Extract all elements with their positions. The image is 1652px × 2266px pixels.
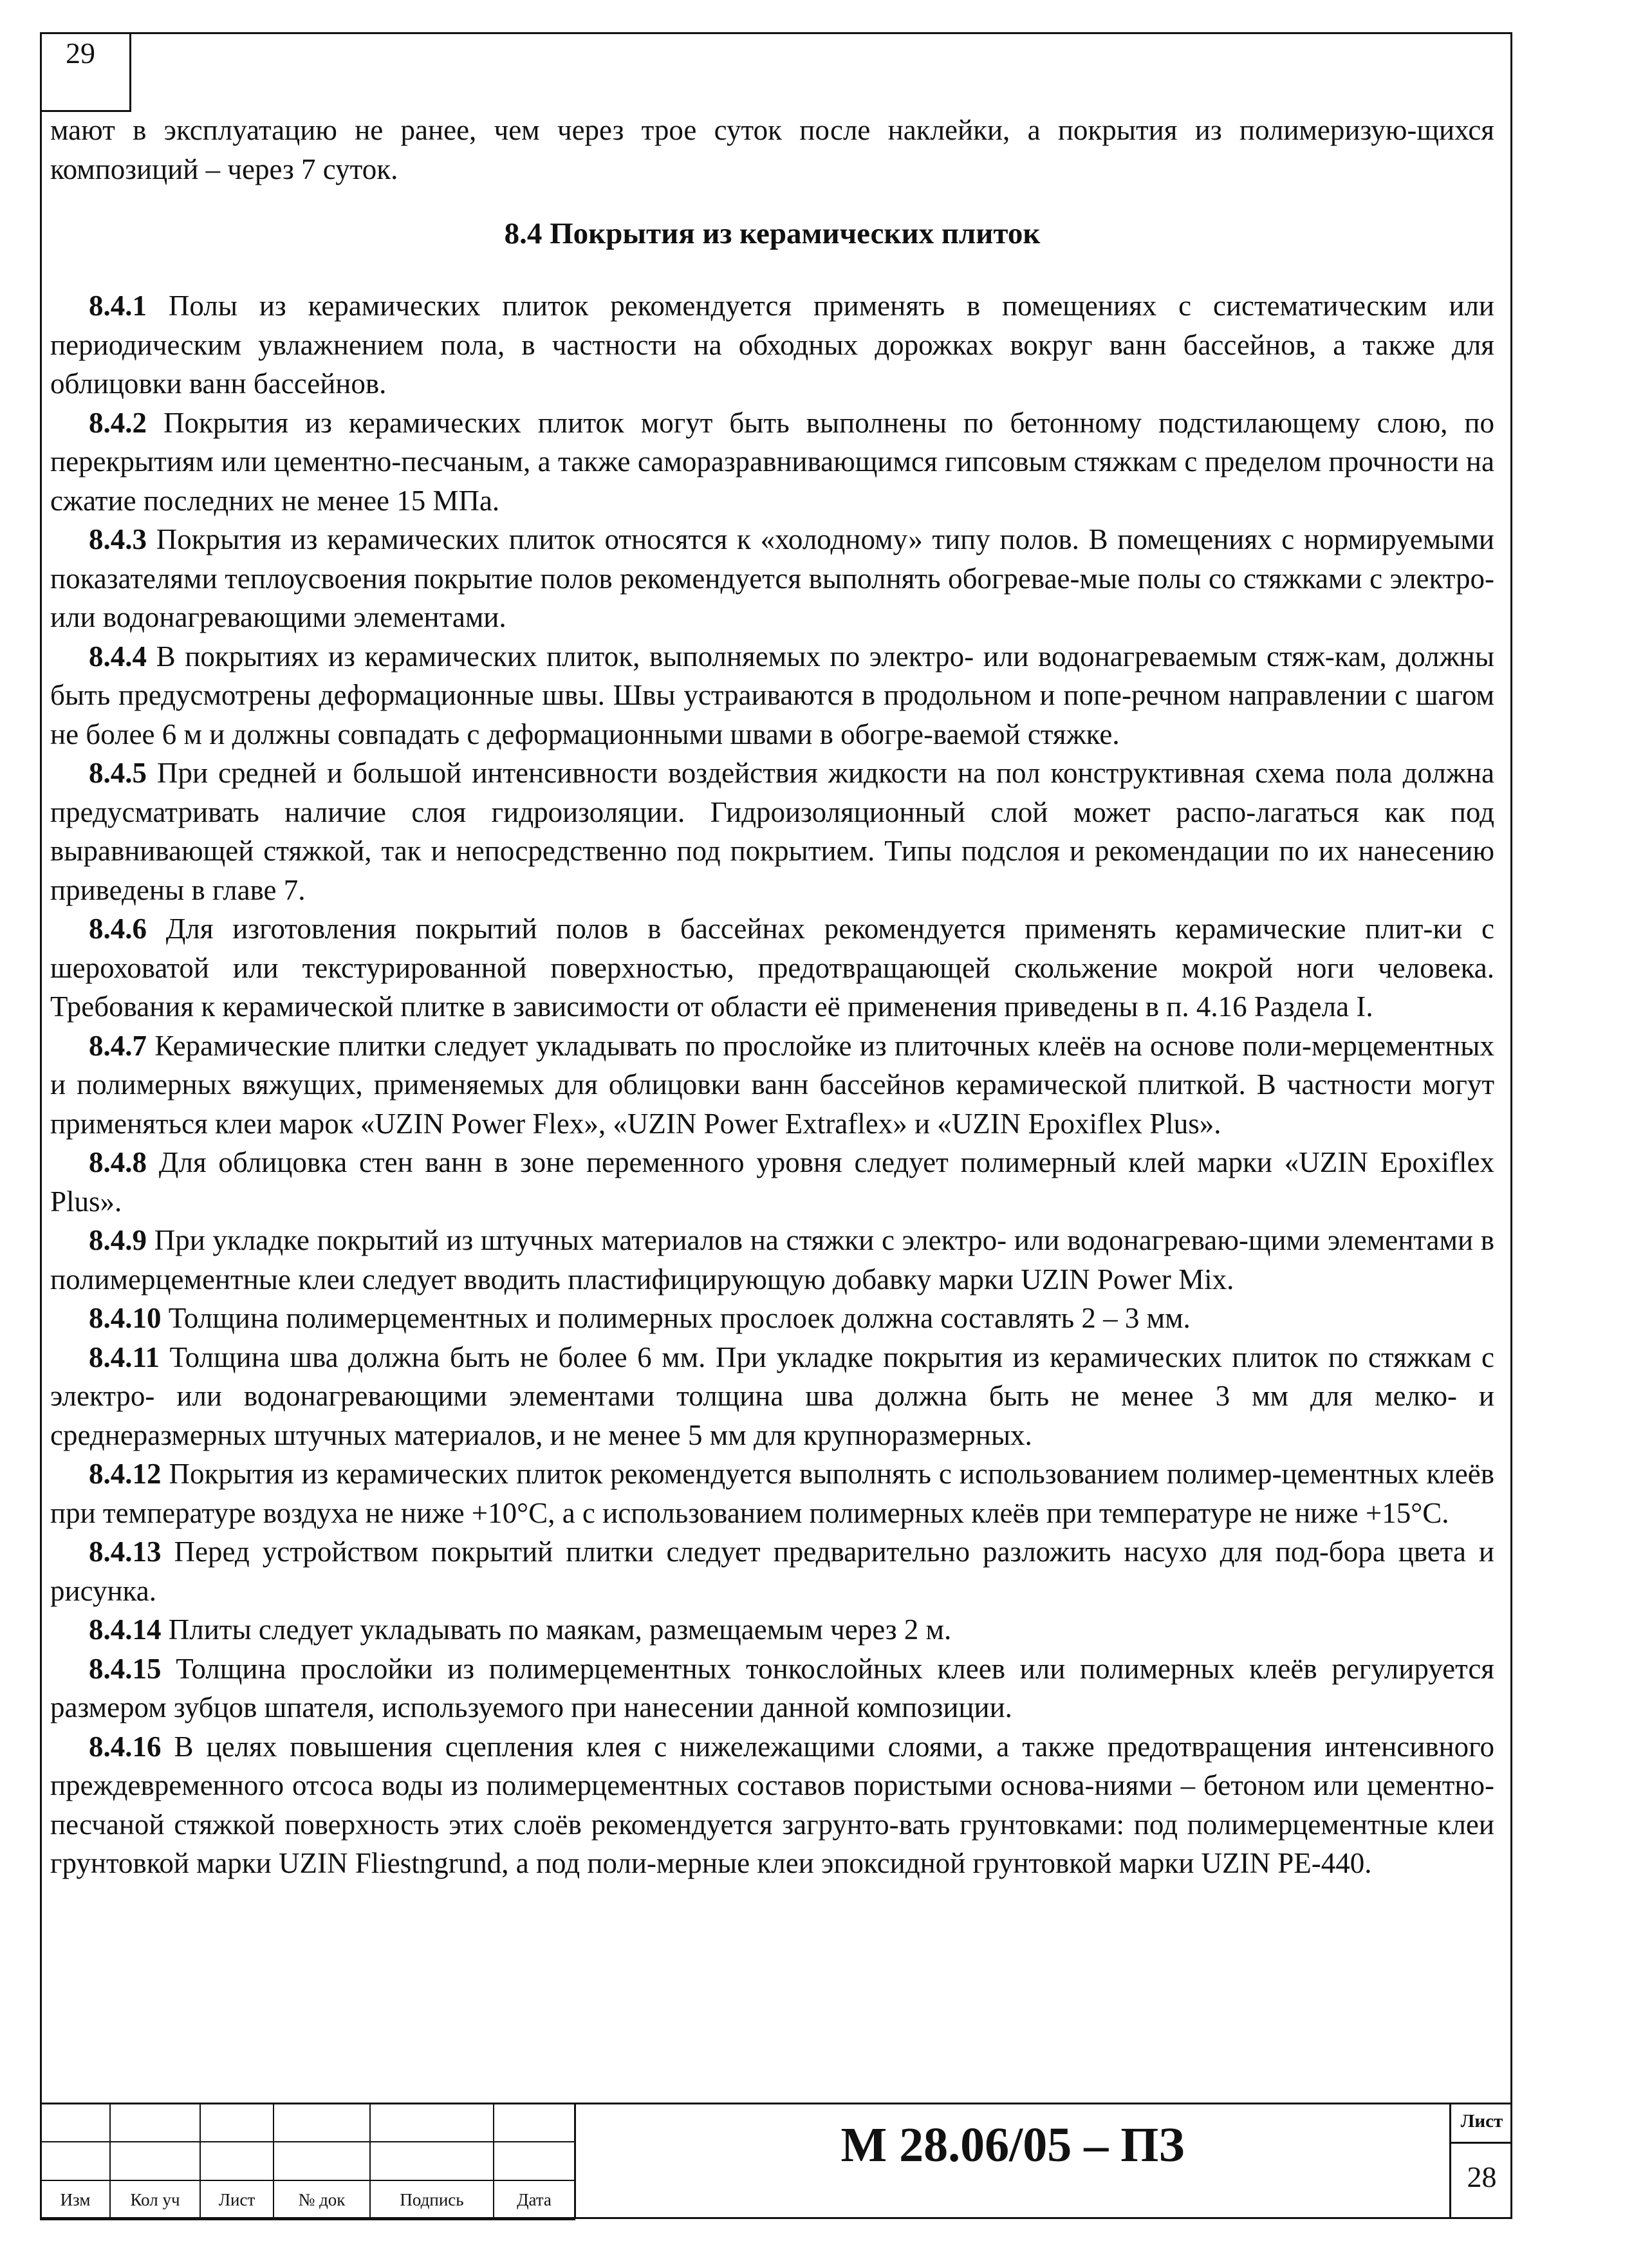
clause-number: 8.4.10 [89,1302,162,1334]
clause-text: Толщина шва должна быть не более 6 мм. При укладке покрытия из керамических плиток по стяжкам с электро- или водонагревающими элементами толщина шва должна быть не менее 3 мм для мелко- и среднеразмерных штучных материалов, и не менее 5 мм для крупноразмерных. [50,1341,1494,1451]
paragraph [50,404,1494,521]
clause-number: 8.4.12 [89,1458,162,1490]
clause-number: 8.4.7 [89,1029,147,1062]
column-header: Изм [41,2180,110,2220]
paragraph [50,1727,1494,1883]
clause-number: 8.4.6 [89,913,147,945]
paragraph [50,637,1494,754]
paragraph [50,1338,1494,1455]
page-number: 29 [40,32,131,112]
column-header: Дата [494,2180,575,2220]
clause-text: Толщина полимерцементных и полимерных прослоек должна составлять 2 – 3 мм. [161,1302,1191,1334]
column-header: Кол уч [110,2180,200,2220]
intro-text: мают в эксплуатацию не ранее, чем через трое суток после наклейки, а покрытия из полимеризую-щихся композиций – через 7 суток. [50,114,1494,185]
clause-number: 8.4.16 [89,1730,162,1763]
paragraph [50,1026,1494,1144]
revision-row [41,2142,575,2180]
clause-text: В целях повышения сцепления клея с нижележащими слоями, а также предотвращения интенсивного преждевременного отсоса воды из полимерцементных составов пористыми основа-ниями – бетоном или цементно-песчаной стяжкой поверхность этих слоёв рекомендуется загрунто-вать грунтовками: под полимерцементные клеи грунтовкой марки UZIN Fliestngrund, а под поли-мерные клеи эпоксидной грунтовкой марки UZIN PE-440. [50,1730,1494,1879]
revision-table [40,2103,575,2220]
clause-number: 8.4.14 [89,1613,162,1646]
clause-text: Керамические плитки следует укладывать по прослойке из плиточных клеёв на основе поли-мерцементных и полимерных вяжущих, применяемых для облицовки ванн бассейнов керамической плиткой. В частности могут применяться клеи марок «UZIN Power Flex», «UZIN Power Extraflex» и «UZIN Epoxiflex Plus». [50,1029,1494,1140]
document-body [50,111,1494,1883]
clause-text: Толщина прослойки из полимерцементных тонкослойных клеев или полимерных клеёв регулируется размером зубцов шпателя, используемого при нанесении данной композиции. [50,1652,1494,1723]
paragraph [50,1454,1494,1532]
column-header: Подпись [370,2180,494,2220]
column-header: № док [274,2180,370,2220]
revision-row [41,2103,575,2142]
clause-number: 8.4.1 [89,290,147,322]
clause-number: 8.4.11 [89,1341,160,1373]
paragraph [50,909,1494,1026]
clause-number: 8.4.5 [89,757,147,789]
paragraph [50,1299,1494,1338]
paragraph [50,1532,1494,1610]
section-title: 8.4 Покрытия из керамических плиток [504,217,1041,250]
title-block [40,2103,1512,2219]
paragraph [50,286,1494,404]
paragraph [50,1143,1494,1221]
clause-number: 8.4.4 [89,640,147,673]
paragraph [50,1221,1494,1299]
document-designation: М 28.06/05 – ПЗ [574,2103,1449,2219]
clause-text: При укладке покрытий из штучных материалов на стяжки с электро- или водонагреваю-щими элементами в полимерцементные клеи следует вводить пластифицирующую добавку марки UZIN Power Mix. [50,1224,1494,1296]
clause-number: 8.4.2 [89,406,147,439]
paragraph [50,1649,1494,1727]
paragraph [50,520,1494,637]
clause-number: 8.4.9 [89,1224,147,1256]
sheet-box [1449,2103,1512,2219]
clause-text: Покрытия из керамических плиток могут быть выполнены по бетонному подстилающему слою, по перекрытиям или цементно-песчаным, а также саморазравнивающимся гипсовым стяжкам с пределом прочности на сжатие последних не менее 15 МПа. [50,406,1494,517]
clause-text: Полы из керамических плиток рекомендуется применять в помещениях с систематическим или периодическим увлажнением пола, в частности на обходных дорожках вокруг ванн бассейнов, а также для облицовки ванн бассейнов. [50,290,1494,400]
sheet-number: 28 [1467,2160,1497,2193]
clause-number: 8.4.13 [89,1536,162,1568]
column-header: Лист [200,2180,274,2220]
paragraph [50,754,1494,909]
clause-number: 8.4.3 [89,523,147,555]
clause-text: При средней и большой интенсивности воздействия жидкости на пол конструктивная схема пола должна предусматривать наличие слоя гидроизоляции. Гидроизоляционный слой может распо-лагаться как под выравнивающей стяжкой, так и непосредственно под покрытием. Типы подслоя и рекомендации по их нанесению приведены в главе 7. [50,757,1494,906]
clause-text: Для изготовления покрытий полов в бассейнах рекомендуется применять керамические плит-ки с шероховатой или текстурированной поверхностью, предотвращающей скольжение мокрой ноги человека. Требования к керамической плитке в зависимости от области её применения приведены в п. 4.16 Раздела I. [50,913,1494,1023]
clause-text: Покрытия из керамических плиток относятся к «холодному» типу полов. В помещениях с нормируемыми показателями теплоусвоения покрытие полов рекомендуется выполнять обогревае-мые полы со стяжками с электро- или водонагревающими элементами. [50,523,1494,633]
clause-text: Для облицовка стен ванн в зоне переменного уровня следует полимерный клей марки «UZIN Epoxiflex Plus». [50,1146,1494,1218]
clause-text: Плиты следует укладывать по маякам, размещаемым через 2 м. [161,1613,952,1646]
clause-number: 8.4.15 [89,1652,162,1685]
clause-text: Перед устройством покрытий плитки следует предварительно разложить насухо для под-бора цвета и рисунка. [50,1536,1494,1607]
clause-text: В покрытиях из керамических плиток, выполняемых по электро- или водонагреваемым стяж-кам, должны быть предусмотрены деформационные швы. Швы устраиваются в продольном и попе-речном направлении с шагом не более 6 м и должны совпадать с деформационными швами в обогре-ваемой стяжке. [50,640,1494,750]
clause-text: Покрытия из керамических плиток рекомендуется выполнять с использованием полимер-цементных клеёв при температуре воздуха не ниже +10°С, а с использованием полимерных клеёв при температуре не ниже +15°С. [50,1458,1494,1529]
paragraph [50,1610,1494,1649]
clause-number: 8.4.8 [89,1146,147,1178]
sheet-label: Лист [1451,2103,1512,2144]
revision-header-row [41,2180,575,2220]
